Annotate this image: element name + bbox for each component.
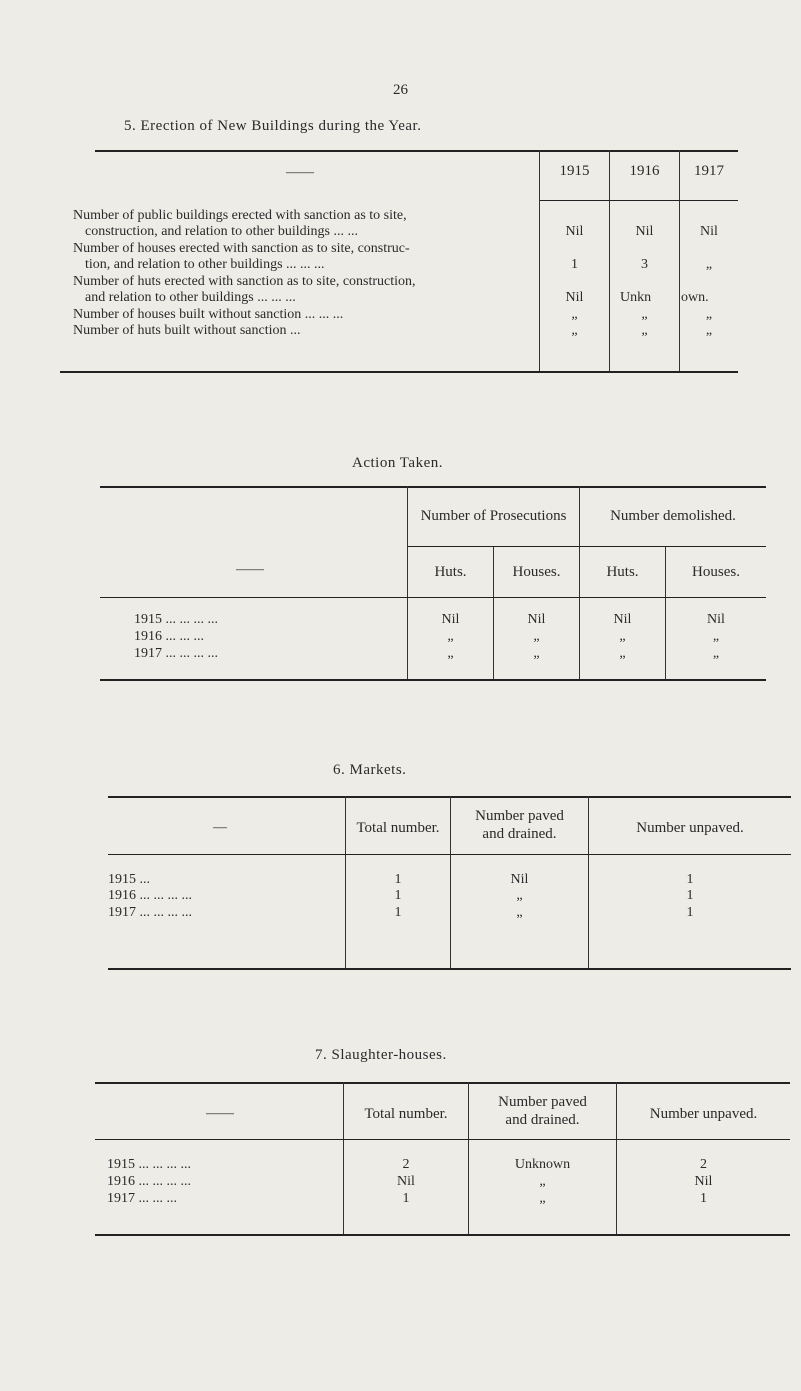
- row-label-line: and relation to other buildings ... ... ...: [85, 290, 296, 305]
- cell: „: [533, 629, 540, 644]
- year-header-1915: 1915: [559, 163, 590, 179]
- section-title-erection: 5. Erection of New Buildings during the Year.: [124, 118, 422, 134]
- row-year: 1916 ... ... ... ...: [107, 1174, 191, 1189]
- cell: Nil: [613, 612, 632, 627]
- cell: Unkn: [620, 290, 652, 305]
- cell: „: [539, 1191, 546, 1206]
- cell: „: [641, 307, 648, 322]
- row-label-line: Number of public buildings erected with sanction as to site,: [73, 208, 407, 223]
- corner-dash: —: [213, 820, 227, 835]
- cell: 1: [394, 872, 402, 887]
- section-title-slaughter: 7. Slaughter-houses.: [315, 1047, 447, 1063]
- row-label-line: Number of houses built without sanction ... ... ...: [73, 307, 344, 322]
- row-year: 1917 ... ... ... ...: [108, 905, 192, 920]
- cell: 2: [700, 1157, 707, 1172]
- row-label-line: Number of houses erected with sanction as to site, construc-: [73, 241, 410, 256]
- header-total-number: Total number.: [356, 820, 440, 836]
- cell: Nil: [635, 224, 654, 239]
- header-unpaved: Number unpaved.: [636, 820, 744, 836]
- header-paved-line1: Number paved: [498, 1094, 587, 1110]
- cell: Nil: [510, 872, 529, 887]
- cell: „: [516, 905, 523, 920]
- corner-dash: ——: [206, 1106, 234, 1121]
- cell: 3: [641, 257, 648, 272]
- cell: 1: [571, 257, 578, 272]
- cell: own.: [681, 290, 709, 305]
- year-header-1916: 1916: [629, 163, 660, 179]
- cell: 1: [402, 1191, 410, 1206]
- subheader-houses: Houses.: [512, 564, 561, 580]
- cell: „: [571, 307, 578, 322]
- row-label-line: Number of huts erected with sanction as to site, construction,: [73, 274, 416, 289]
- cell: 1: [394, 888, 402, 903]
- cell: „: [712, 629, 720, 644]
- corner-dash: ——: [236, 562, 264, 577]
- header-unpaved: Number unpaved.: [649, 1106, 758, 1122]
- row-year: 1915 ...: [108, 872, 150, 887]
- cell: 1: [700, 1191, 707, 1206]
- cell: „: [619, 629, 626, 644]
- cell: „: [705, 323, 713, 338]
- cell: 1: [394, 905, 402, 920]
- cell: „: [539, 1174, 546, 1189]
- cell: Nil: [700, 224, 718, 239]
- cell: Unknown: [514, 1157, 571, 1172]
- page-number: 26: [393, 82, 408, 98]
- section-title-action: Action Taken.: [352, 455, 443, 471]
- cell: „: [516, 888, 523, 903]
- header-paved-line1: Number paved: [475, 808, 564, 824]
- subheader-huts: Huts.: [434, 564, 467, 580]
- year-header-1917: 1917: [694, 163, 724, 179]
- row-year: 1916 ... ... ...: [134, 629, 204, 644]
- row-year: 1917 ... ... ...: [107, 1191, 177, 1206]
- cell: Nil: [397, 1174, 415, 1189]
- row-year: 1917 ... ... ... ...: [134, 646, 218, 661]
- corner-dash: ——: [286, 165, 314, 180]
- cell: „: [447, 646, 454, 661]
- cell: „: [619, 646, 626, 661]
- cell: Nil: [565, 224, 584, 239]
- row-label-line: tion, and relation to other buildings ... ... ...: [85, 257, 325, 272]
- row-year: 1916 ... ... ... ...: [108, 888, 192, 903]
- row-year: 1915 ... ... ... ...: [107, 1157, 191, 1172]
- cell: „: [705, 257, 713, 272]
- cell: 1: [686, 872, 694, 887]
- row-label-line: construction, and relation to other buildings ... ...: [85, 224, 358, 239]
- row-year: 1915 ... ... ... ...: [134, 612, 218, 627]
- cell: 2: [402, 1157, 410, 1172]
- cell: Nil: [441, 612, 460, 627]
- cell: „: [641, 323, 648, 338]
- cell: „: [447, 629, 454, 644]
- cell: Nil: [694, 1174, 713, 1189]
- cell: 1: [686, 888, 694, 903]
- header-demolished: Number demolished.: [610, 508, 736, 524]
- header-total-number: Total number.: [364, 1106, 448, 1122]
- header-paved-line2: and drained.: [505, 1112, 580, 1128]
- subheader-huts: Huts.: [606, 564, 639, 580]
- cell: Nil: [527, 612, 546, 627]
- cell: „: [533, 646, 540, 661]
- row-label-line: Number of huts built without sanction ...: [73, 323, 301, 338]
- cell: Nil: [565, 290, 584, 305]
- cell: „: [571, 323, 578, 338]
- cell: „: [705, 307, 713, 322]
- cell: 1: [686, 905, 694, 920]
- cell: „: [712, 646, 720, 661]
- cell: Nil: [707, 612, 725, 627]
- section-title-markets: 6. Markets.: [333, 762, 407, 778]
- header-prosecutions: Number of Prosecutions: [420, 508, 567, 524]
- subheader-houses: Houses.: [692, 564, 740, 580]
- header-paved-line2: and drained.: [482, 826, 557, 842]
